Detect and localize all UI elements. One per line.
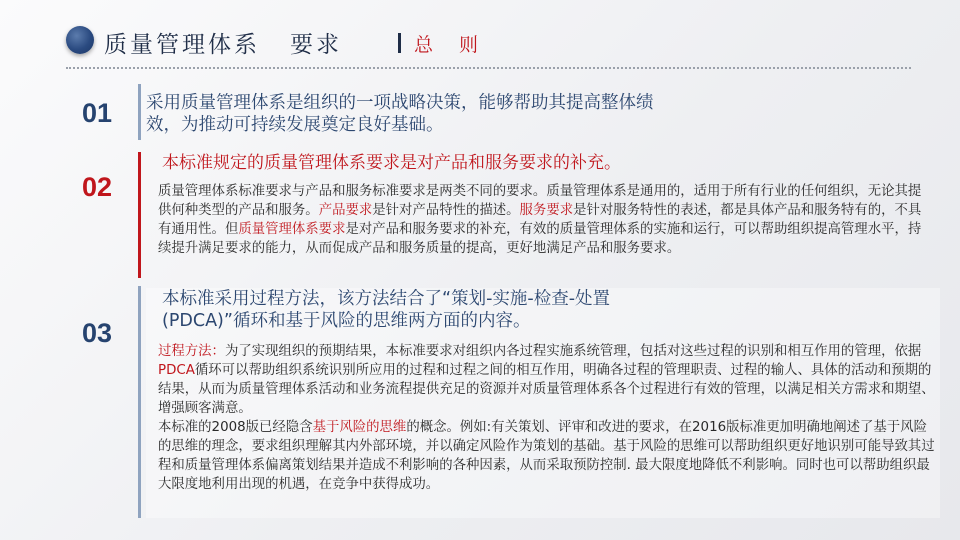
item-03-lead-line1: 本标准采用过程方法，该方法结合了“策划-实施-检查-处置 <box>162 289 611 309</box>
item-number-03: 03 <box>82 318 113 348</box>
header <box>0 0 960 70</box>
section-label: 总 则 <box>414 34 489 56</box>
item-03-lead-line2: (PDCA)”循环和基于风险的思维两方面的内容。 <box>162 311 531 331</box>
title-sub: 要求 <box>290 32 342 58</box>
item-02-bar <box>138 152 141 278</box>
item-02-lead: 本标准规定的质量管理体系要求是对产品和服务要求的补充。 <box>162 153 621 173</box>
item-01-bar <box>138 84 141 140</box>
item-03-bar <box>138 286 141 518</box>
item-03-lead <box>162 288 940 332</box>
title-divider <box>398 33 401 53</box>
item-number-02: 02 <box>82 172 113 202</box>
item-03-process-paragraph: 过程方法：为了实现组织的预期结果，本标准要求对组织内各过程实施系统管理，包括对这些过程的识别和相互作用的管理，依据PDCA循环可以帮助组织系统识别所应用的过程和过程之间的相互作用，明确各过程的管理职责、过程的输人、具体的活动和预期的结果，从而为质量管理体系活动和业务流程提供充足的资源并对质量管理体系各个过程进行有效的管理，以满足相关方需求和期望、增强顾客满意。 <box>158 344 935 416</box>
header-dotted-rule <box>66 67 911 69</box>
item-number-01: 01 <box>82 98 113 128</box>
title-main: 质量管理体系 <box>104 32 260 58</box>
item-03-panel <box>146 288 940 518</box>
item-02-panel <box>146 152 928 258</box>
item-01-panel <box>146 92 676 136</box>
item-02-body: 质量管理体系标准要求与产品和服务标准要求是两类不同的要求。质量管理体系是通用的，适用于所有行业的任何组织，无论其提供何种类型的产品和服务。产品要求是针对产品特性的描述。服务要求是针对服务特性的表述，都是具体产品和服务特有的，不具有通用性。但质量管理体系要求是对产品和服务要求的补充，有效的质量管理体系的实施和运行，可以帮助组织提高管理水平，持续提升满足要求的能力，从而促成产品和服务质量的提高，更好地满足产品和服务要求。 <box>158 184 922 256</box>
page-title <box>104 26 342 59</box>
item-03-risk-paragraph: 本标准的2008版已经隐含基于风险的思维的概念。例如:有关策划、评审和改进的要求，在2016版标准更加明确地阐述了基于风险的思维的理念，要求组织理解其内外部环境，并以确定风险作为策划的基础。基于风险的思维可以帮助组织更好地识别可能导致其过程和质量管理体系偏离策划结果并造成不利影响的各种因素，从而采取预防控制. 最大限度地降低不利影响。同时也可以帮助组织最大限度地利用出现的机遇，在竞争中获得成功。 <box>158 420 935 492</box>
item-01-lead: 采用质量管理体系是组织的一项战略决策，能够帮助其提高整体绩效，为推动可持续发展奠定良好基础。 <box>146 93 654 135</box>
logo-circle-icon <box>66 26 94 54</box>
